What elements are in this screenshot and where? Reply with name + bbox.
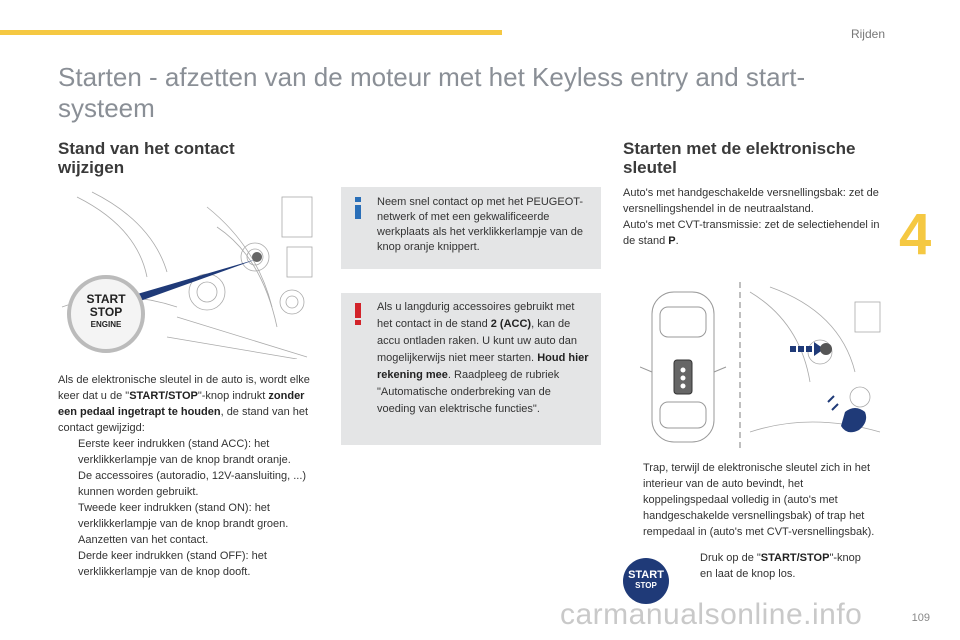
list-item [58, 548, 320, 580]
info-icon [353, 197, 363, 219]
info-note-text: Neem snel contact op met het PEUGEOT-netwerk of met een gekwalificeerde werkplaats als het verklikkerlampje van de knop oranje knippert. [377, 196, 584, 253]
dashboard-illustration [57, 187, 319, 359]
left-body-text [58, 372, 320, 580]
left-intro [58, 372, 320, 436]
bullet-text: Eerste keer indrukken (stand ACC): het verklikkerlampje van de knop brandt oranje. [78, 438, 291, 466]
right-steps [623, 460, 875, 540]
right-para-1: Auto's met handgeschakelde versnellingsbak: zet de versnellingshendel in de neutraalstand. [623, 187, 879, 215]
start-stop-button-illustration [67, 275, 145, 353]
warning-note-text [377, 299, 591, 418]
right-intro-text [623, 185, 885, 249]
list-item [58, 500, 320, 548]
warning-exclamation-icon [353, 303, 363, 325]
left-heading: Stand van het contact wijzigen [58, 139, 235, 177]
section-label: Rijden [850, 27, 885, 41]
chapter-number: 4 [899, 202, 932, 267]
list-item [623, 460, 875, 540]
bullet-subtext: De accessoires (autoradio, 12V-aansluiting, ...) kunnen worden gebruikt. [78, 470, 307, 498]
intro-text-1: Als de elektronische sleutel in de auto is, wordt elke keer dat u de " [58, 374, 310, 402]
small-stop-label: STOP [635, 581, 657, 590]
stop-label: STOP [89, 305, 123, 319]
engine-label: ENGINE [90, 320, 122, 329]
warning-note-box [341, 293, 601, 445]
warning-bold-2: Houd hier rekening mee [377, 352, 589, 381]
para-2-text: Auto's met CVT-transmissie: zet de selectiehendel in de stand [623, 219, 880, 247]
para-2-bold: P [668, 235, 676, 247]
info-note-box [341, 187, 601, 269]
watermark: carmanualsonline.info [560, 598, 863, 631]
warning-text-1: Als u langdurig accessoires gebruikt met het contact in de stand [377, 301, 575, 330]
intro-text-3: , de stand van het contact gewijzigd: [58, 406, 309, 434]
top-accent-bar [0, 30, 502, 35]
step-1-text: Trap, terwijl de elektronische sleutel zich in het interieur van de auto bevindt, het koppelingspedaal volledig in (auto's met handgeschakelde versnellingsbak) of trap het rempedaal in (auto's met CVT-versnellingsbak). [643, 462, 875, 538]
intro-bold-2: zonder een pedaal ingetrapt te houden [58, 390, 305, 418]
intro-bold-1: START/STOP [129, 390, 198, 402]
step-2-bold: START/STOP [760, 552, 830, 564]
right-step-2 [680, 550, 870, 582]
bullet-text: Tweede keer indrukken (stand ON): het verklikkerlampje van de knop brandt groen. [78, 502, 289, 530]
page-title: Starten - afzetten van de moteur met het Keyless entry and start-systeem [58, 62, 806, 123]
step-2-text-a: Druk op de " [700, 552, 761, 564]
warning-text-2: , kan de accu ontladen raken. U kunt uw auto dan mogelijkerwijs niet meer starten. [377, 318, 577, 364]
car-key-illustration [640, 282, 885, 452]
para-2-end: . [675, 235, 679, 247]
intro-text-2: "-knop indrukt [197, 390, 266, 402]
list-item [680, 550, 870, 582]
step-2-text-c: "-knop en laat de knop los. [700, 552, 861, 580]
bullet-subtext: Aanzetten van het contact. [78, 534, 209, 546]
warning-text-3: . Raadpleeg de rubriek "Automatische onderbreking van de voeding van elektrische functies". [377, 369, 560, 415]
start-label: START [86, 292, 126, 306]
bullet-text: Derde keer indrukken (stand OFF): het verklikkerlampje van de knop dooft. [78, 550, 267, 578]
warning-bold-1: 2 (ACC) [490, 318, 532, 330]
page-number: 109 [911, 612, 930, 624]
list-item [58, 436, 320, 500]
small-start-label: START [628, 569, 664, 581]
car-key-drawing [640, 282, 885, 452]
right-para-2 [623, 217, 885, 249]
right-heading: Starten met de elektronische sleutel [623, 139, 856, 177]
